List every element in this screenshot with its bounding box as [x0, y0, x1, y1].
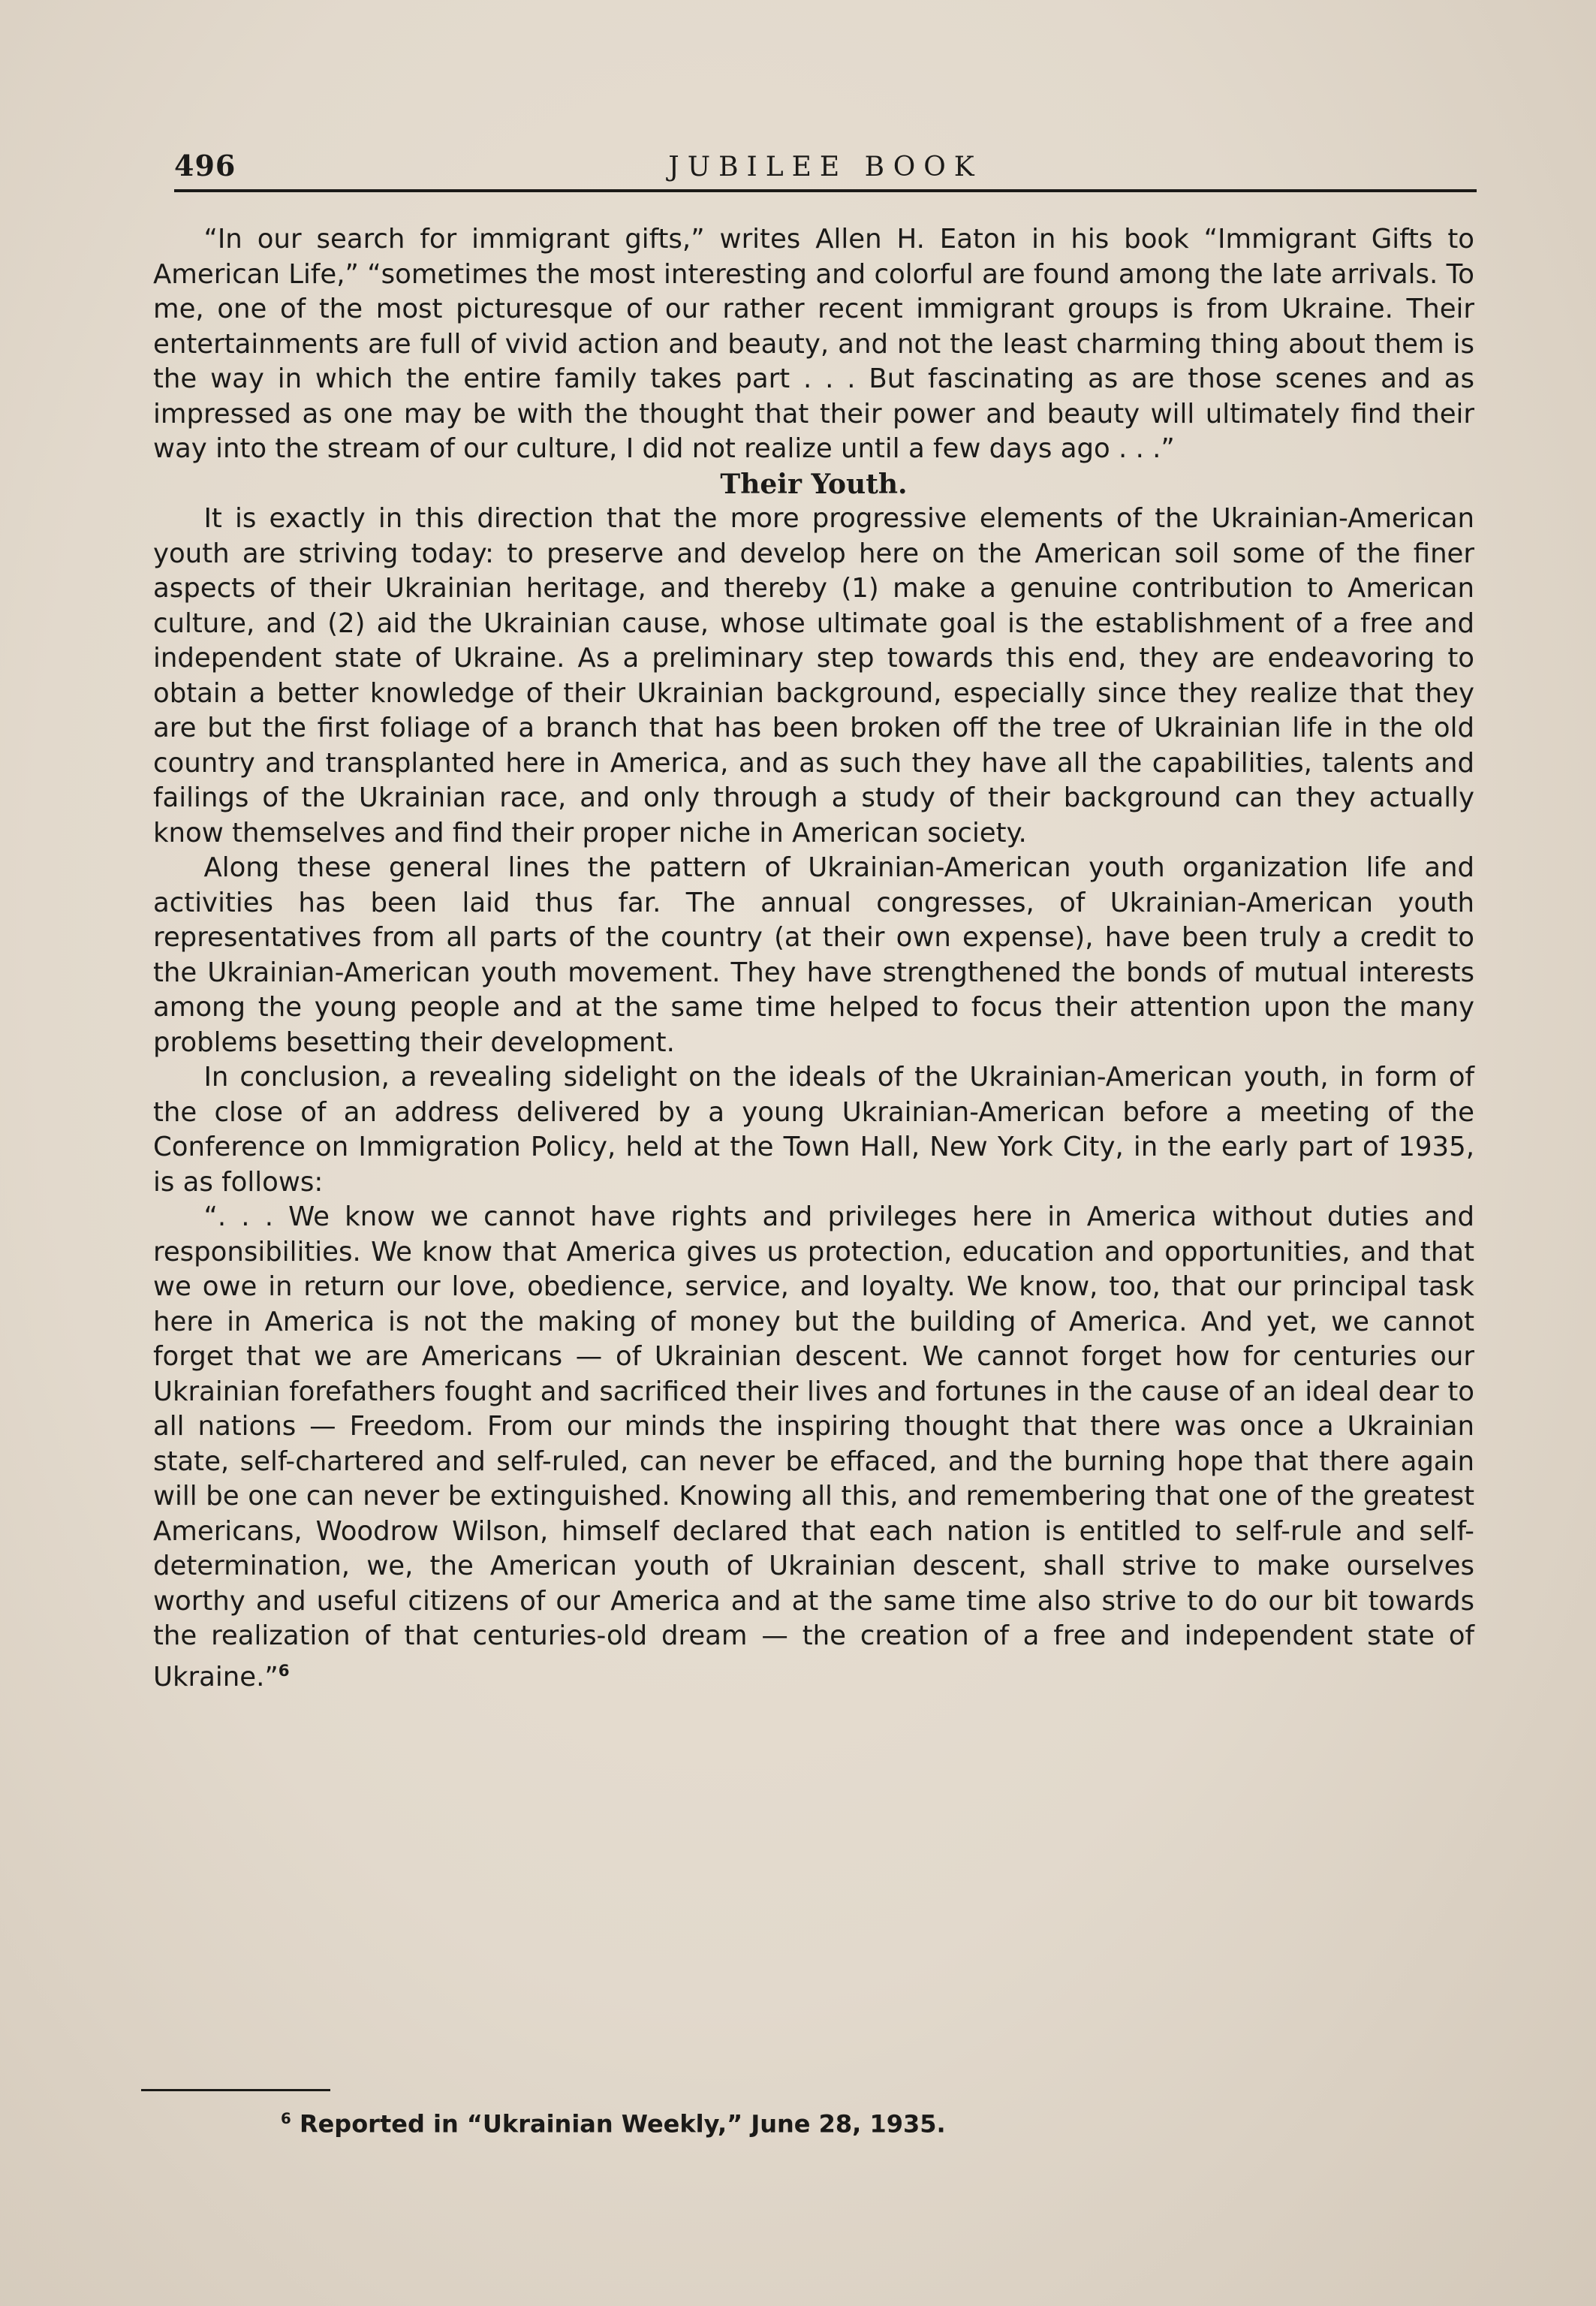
footnote-rule: [141, 2089, 330, 2091]
paragraph-conclusion: In conclusion, a revealing sidelight on the ideals of the Ukrainian-American youth, in form of the close of an address delivered by a young Ukrainian-American before a meeting of the Conference on Immigration Policy, held at the Town Hall, New York City, in the early part of 1935, is as follows:: [153, 1062, 1474, 1198]
paragraph-address-quote: [153, 1200, 1474, 1695]
footnote-reference: 6: [278, 1661, 290, 1681]
body-text: [153, 222, 1474, 1695]
page-number: 496: [174, 149, 236, 182]
paragraph-organization: Along these general lines the pattern of Ukrainian-American youth organization life and activities has been laid thus far. The annual congresses, of Ukrainian-American youth representatives from all parts of the country (at their own expense), have been truly a credit to the Ukrainian-American youth movement. They have strengthened the bonds of mutual interests among the young people and at the same time helped to focus their attention upon the many problems besetting their development.: [153, 852, 1474, 1058]
footnote-marker: 6: [281, 2110, 291, 2127]
footnote: [281, 2104, 946, 2139]
address-quote-text: “. . . We know we cannot have rights and privileges here in America without duties and responsibilities. We know that America gives us protection, education and opportunities, and that we owe in return our love, obedience, service, and loyalty. We know, too, that our principal task here in America is not the making of money but the building of America. And yet, we cannot forget that we are Americans — of Ukrainian descent. We cannot forget how for centuries our Ukrainian forefathers fought and sacrificed their lives and fortunes in the cause of an ideal dear to all nations — Freedom. From our minds the inspiring thought that there was once a Ukrainian state, self-chartered and self-ruled, can never be effaced, and the burning hope that there again will be one can never be extinguished. Knowing all this, and remembering that one of the greatest Americans, Woodrow Wilson, himself declared that each nation is entitled to self-rule and self-determination, we, the American youth of Ukrainian descent, shall strive to make ourselves worthy and useful citizens of our America and at the same time also strive to do our bit towards the realization of that centuries-old dream — the creation of a free and independent state of Ukraine.”: [153, 1201, 1474, 1693]
paragraph-youth: It is exactly in this direction that the more progressive elements of the Ukrainian-American youth are striving today: to preserve and develop here on the American soil some of the finer aspects of their Ukrainian heritage, and thereby (1) make a genuine contribution to American culture, and (2) aid the Ukrainian cause, whose ultimate goal is the establishment of a free and independent state of Ukraine. As a preliminary step towards this end, they are endeavoring to obtain a better knowledge of their Ukrainian background, especially since they realize that they are but the first foliage of a branch that has been broken off the tree of Ukrainian life in the old country and transplanted here in America, and as such they have all the capabilities, talents and failings of the Ukrainian race, and only through a study of their background can they actually know themselves and find their proper niche in American society.: [153, 503, 1474, 849]
running-head: JUBILEE BOOK: [668, 152, 983, 182]
footnote-text: Reported in “Ukrainian Weekly,” June 28, 1935.: [291, 2109, 946, 2139]
section-heading: Their Youth.: [720, 468, 908, 500]
header-rule: [174, 189, 1477, 192]
quote-paragraph: “In our search for immigrant gifts,” writes Allen H. Eaton in his book “Immigrant Gifts to American Life,” “sometimes the most interesting and colorful are found among the late arrivals. To me, one of the most picturesque of our rather recent immigrant groups is from Ukraine. Their entertainments are full of vivid action and beauty, and not the least charming thing about them is the way in which the entire family takes part . . . But fascinating as are those scenes and as impressed as one may be with the thought that their power and beauty will ultimately find their way into the stream of our culture, I did not realize until a few days ago . . .”: [153, 224, 1474, 464]
page-header: [174, 149, 1477, 188]
